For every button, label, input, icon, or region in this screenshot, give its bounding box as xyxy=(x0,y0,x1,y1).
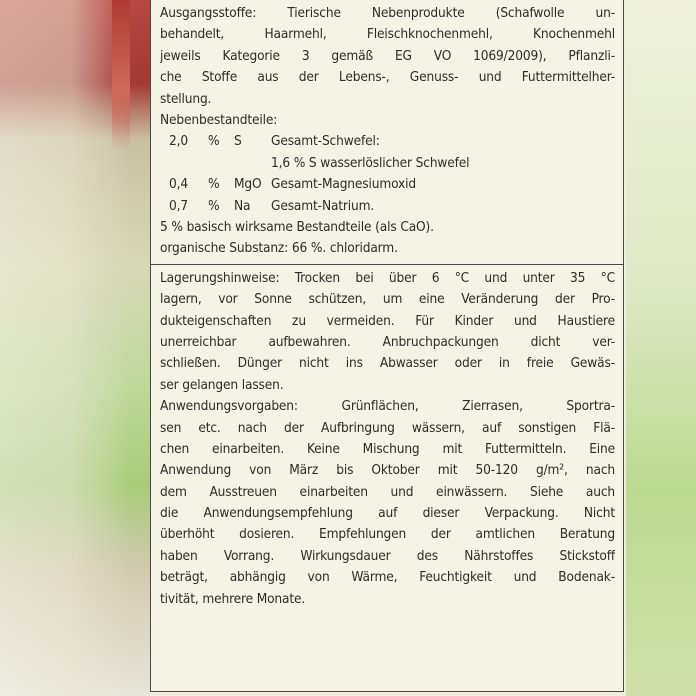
nutrient-name: Gesamt-Schwefel: xyxy=(271,133,380,150)
nutrient-name: Gesamt-Magnesiumoxid xyxy=(271,176,416,193)
nutrient-row xyxy=(160,196,615,217)
nutrient-name: 1,6 % S wasserlöslicher Schwefel xyxy=(271,154,470,171)
storage-usage-section xyxy=(151,264,623,614)
nutrient-row xyxy=(160,131,615,152)
usage-line: die Anwendungsempfehlung auf dieser Verpackung. Nicht xyxy=(160,505,615,522)
usage-line: tivität, mehrere Monate. xyxy=(160,590,306,607)
packaging-stripe xyxy=(0,0,130,696)
storage-line: unerreichbar aufbewahren. Anbruchpackungen dicht ver- xyxy=(160,333,615,350)
nutrient-symbol: MgO xyxy=(234,176,262,193)
nutrient-amount: 0,4 xyxy=(169,176,188,193)
storage-line: dukteigenschaften zu vermeiden. Für Kinder und Haustiere xyxy=(160,312,615,329)
storage-line: lagern, vor Sonne schützen, um eine Veränderung der Pro- xyxy=(160,291,615,308)
composition-line: Ausgangsstoffe: Tierische Nebenprodukte (Schafwolle un- xyxy=(160,5,615,21)
nutrient-amount: 2,0 xyxy=(169,133,188,150)
usage-line: Anwendungsvorgaben: Grünflächen, Zierrasen, Sportra- xyxy=(160,398,615,415)
usage-line: überhöht dosieren. Empfehlungen der amtlichen Beratung xyxy=(160,526,615,543)
composition-section xyxy=(151,0,623,264)
nutrient-row xyxy=(160,153,615,174)
composition-line: stellung. xyxy=(160,90,212,107)
composition-line: jeweils Kategorie 3 gemäß EG VO 1069/2009), Pflanzli- xyxy=(160,47,615,64)
nutrient-unit: % xyxy=(208,176,220,193)
nutrient-amount: 0,7 xyxy=(169,197,188,214)
nutrient-row xyxy=(160,174,615,195)
secondary-nutrients-heading: Nebenbestandteile: xyxy=(160,111,278,128)
organic-substance-line: organische Substanz: 66 %. chloridarm. xyxy=(160,240,398,257)
nutrient-unit: % xyxy=(208,133,220,150)
composition-line: che Stoffe aus der Lebens-, Genuss- und Futtermittelher- xyxy=(160,69,615,86)
storage-line: ser gelangen lassen. xyxy=(160,376,284,393)
packaging-background-right xyxy=(626,0,696,696)
packaging-red-edge xyxy=(112,0,130,150)
nutrient-symbol: Na xyxy=(234,197,251,214)
usage-line: haben Vorrang. Wirkungsdauer des Nährstoffes Stickstoff xyxy=(160,547,615,564)
packaging-background-left xyxy=(0,0,150,696)
composition-line: behandelt, Haarmehl, Fleischknochenmehl, Knochenmehl xyxy=(160,26,615,43)
storage-line: Lagerungshinweise: Trocken bei über 6 °C und unter 35 °C xyxy=(160,269,615,286)
label-text-panel xyxy=(150,0,624,692)
usage-line: Anwendung von März bis Oktober mit 50-120 g/m², nach xyxy=(160,462,615,479)
usage-line: chen einarbeiten. Keine Mischung mit Futtermitteln. Eine xyxy=(160,440,615,457)
usage-line: dem Ausstreuen einarbeiten und einwässern. Siehe auch xyxy=(160,483,615,500)
nutrient-symbol: S xyxy=(234,133,242,150)
usage-line: sen etc. nach der Aufbringung wässern, auf sonstigen Flä- xyxy=(160,419,615,436)
usage-line: beträgt, abhängig von Wärme, Feuchtigkeit und Bodenak- xyxy=(160,569,615,586)
basic-components-line: 5 % basisch wirksame Bestandteile (als CaO). xyxy=(160,218,434,235)
storage-line: schließen. Dünger nicht ins Abwasser oder in freie Gewäs- xyxy=(160,355,615,372)
nutrient-unit: % xyxy=(208,197,220,214)
nutrient-name: Gesamt-Natrium. xyxy=(271,197,375,214)
